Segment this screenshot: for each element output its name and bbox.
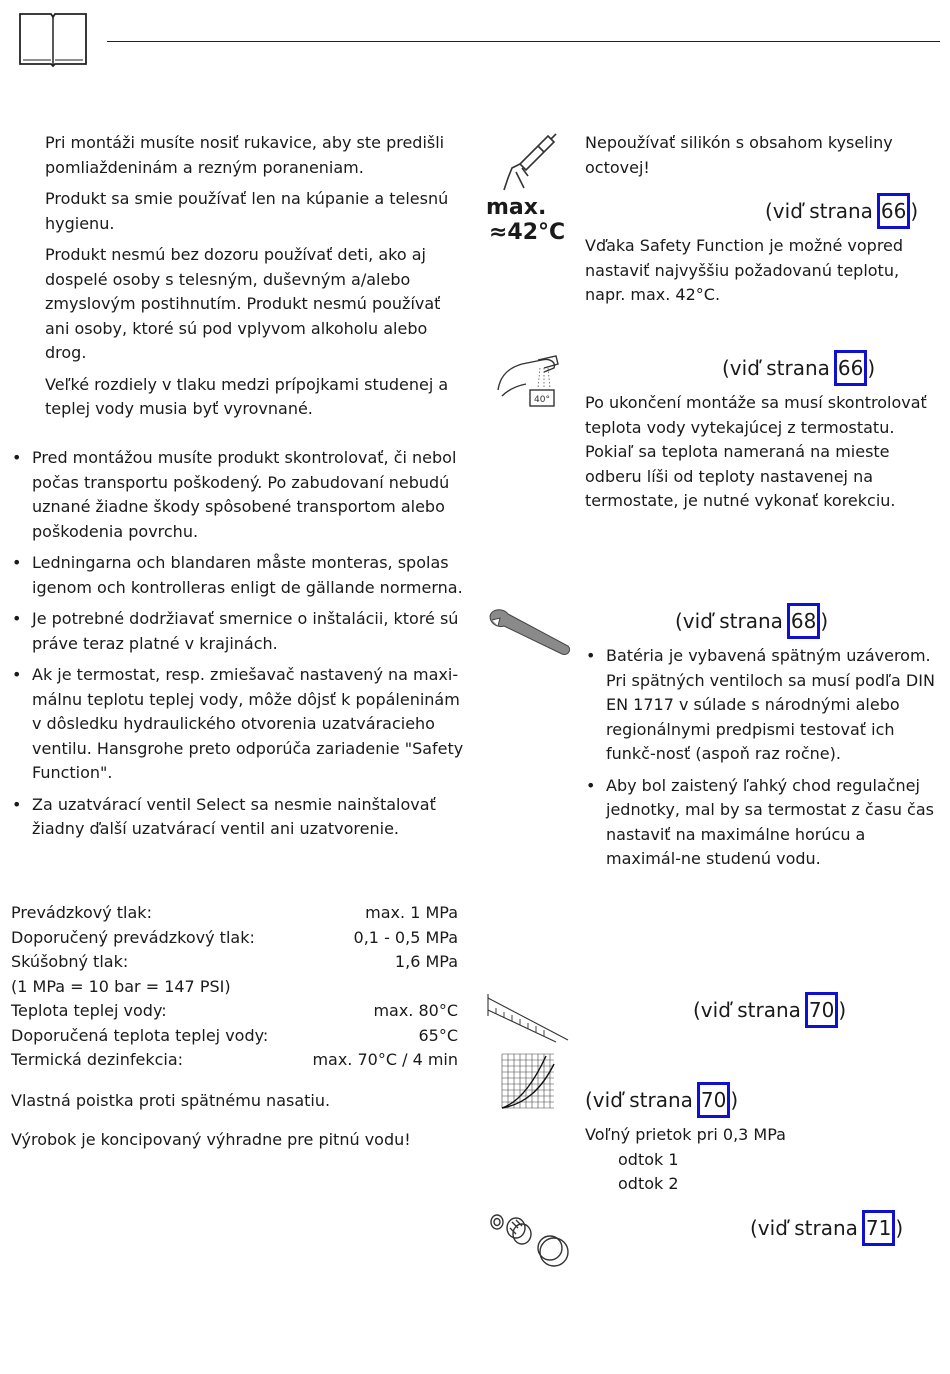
see-page-ref: (viď strana 68 ) bbox=[675, 603, 828, 639]
temperature-check-text: Po ukončení montáže sa musí skontrolovať teplota vody vytekajúcej z termostatu. Pokiaľ sa teplota nameraná na mieste odberu líši od teploty nastavenej na termostate, je nutné vykonať korekciu. bbox=[585, 393, 927, 510]
see-page-ref: (viď strana 70 ) bbox=[693, 992, 846, 1028]
max-temperature-label bbox=[486, 195, 565, 245]
list-item: • Ak je termostat, resp. zmiešavač nastavený na maxi-málnu teplotu teplej vody, môže dôjsť k popáleninám v dôsledku hydraulického otvorenia uzatváracieho ventilu. Hansgrohe preto odporúča zariadenie "Safety Function". bbox=[10, 663, 465, 786]
page-link[interactable]: 66 bbox=[877, 193, 910, 229]
list-item: • Ledningarna och blandaren måste monteras, spolas igenom och kontrolleras enligt de gällande normerna. bbox=[10, 551, 465, 600]
page-link[interactable]: 66 bbox=[834, 350, 867, 386]
flow-diagram-icon bbox=[500, 1052, 556, 1110]
dimensions-ruler-icon bbox=[486, 992, 570, 1044]
installation-notes-list bbox=[10, 446, 465, 849]
note-gloves: Pri montáži musíte nosiť rukavice, aby ste predišli pomliaždeninám a rezným poraneniam. bbox=[45, 133, 445, 177]
safety-notes bbox=[45, 131, 460, 429]
list-item: • Pred montážou musíte produkt skontrolovať, či nebol počas transportu poškodený. Po zabudovaní nebudú uznané žiadne škody spôsobené transportom alebo poškodenia povrchu. bbox=[10, 446, 465, 544]
spec-value: max. 70°C / 4 min bbox=[312, 1050, 458, 1069]
spec-row bbox=[11, 950, 458, 975]
manual-book-icon bbox=[18, 10, 88, 68]
svg-text:40°: 40° bbox=[534, 395, 550, 405]
spec-row bbox=[11, 975, 458, 1000]
list-item: • Batéria je vybavená spätným uzáverom. Pri spätných ventiloch sa musí podľa DIN EN 1717 v súlade s národnými alebo regionálnymi predpismi testovať ich funkč-nosť (aspoň raz ročne). bbox=[586, 644, 938, 767]
max-label: max. bbox=[486, 195, 547, 220]
list-item: • Je potrebné dodržiavať smernice o inštalácii, ktoré sú práve teraz platné v krajinách. bbox=[10, 607, 465, 656]
silicone-warning: Nepoužívať silikón s obsahom kyseliny octovej! bbox=[585, 133, 893, 177]
safety-function-text: Vďaka Safety Function je možné vopred nastaviť najvyššiu požadovanú teplotu, napr. max. 42°C. bbox=[585, 236, 904, 304]
spec-label: Termická dezinfekcia: bbox=[11, 1050, 184, 1069]
see-page-ref: (viď strana 71 ) bbox=[750, 1210, 903, 1246]
page-link[interactable]: 71 bbox=[862, 1210, 895, 1246]
spec-value: max. 80°C bbox=[373, 1001, 458, 1020]
header-rule bbox=[107, 41, 940, 42]
spec-row bbox=[11, 1024, 458, 1049]
see-page-ref: (viď strana 66 ) bbox=[722, 350, 875, 386]
spare-parts-icon bbox=[488, 1210, 572, 1268]
technical-data-table bbox=[11, 901, 458, 1073]
page-link[interactable]: 70 bbox=[697, 1082, 730, 1118]
spec-label: Prevádzkový tlak: bbox=[11, 903, 152, 922]
spec-value: 65°C bbox=[418, 1025, 458, 1045]
note-children: Produkt nesmú bez dozoru používať deti, ako aj dospelé osoby s telesným, duševným a/alebo zmyslovým postihnutím. Produkt nesmú používať ani osoby, ktoré sú pod vplyvom alkoholu alebo drog. bbox=[45, 245, 441, 362]
spec-value: max. 1 MPa bbox=[365, 903, 458, 922]
flow-outlet-1: odtok 1 bbox=[618, 1149, 679, 1169]
drinking-water-note: Výrobok je koncipovaný výhradne pre pitnú vodu! bbox=[11, 1130, 411, 1149]
spec-label: Doporučená teplota teplej vody: bbox=[11, 1025, 269, 1045]
spec-label: Doporučený prevádzkový tlak: bbox=[11, 927, 255, 947]
flow-outlet-2: odtok 2 bbox=[618, 1174, 679, 1193]
flow-rate-block bbox=[585, 1123, 940, 1197]
spec-label: Skúšobný tlak: bbox=[11, 952, 129, 971]
spec-row bbox=[11, 926, 458, 951]
list-item: • Aby bol zaistený ľahký chod regulačnej jednotky, mal by sa termostat z času čas nastaviť na maximálne horúcu a maximál-ne studenú vodu. bbox=[586, 774, 938, 872]
page-link[interactable]: 70 bbox=[805, 992, 838, 1028]
thermometer-check-icon bbox=[494, 350, 562, 410]
silicone-gun-icon bbox=[498, 132, 560, 194]
spec-value: 0,1 - 0,5 MPa bbox=[353, 927, 458, 947]
backflow-note: Vlastná poistka proti spätnému nasatiu. bbox=[11, 1091, 331, 1110]
spec-row bbox=[11, 901, 458, 926]
spec-row bbox=[11, 999, 458, 1024]
spec-value: 1,6 MPa bbox=[394, 952, 458, 971]
see-page-ref: (viď strana 66 ) bbox=[765, 193, 918, 229]
list-item: • Za uzatvárací ventil Select sa nesmie nainštalovať žiadny ďalší uzatvárací ventil ani uzatvorenie. bbox=[10, 793, 465, 842]
maintenance-list bbox=[586, 644, 938, 879]
page-link[interactable]: 68 bbox=[787, 603, 820, 639]
note-pressure: Veľké rozdiely v tlaku medzi prípojkami studenej a teplej vody musia byť vyrovnané. bbox=[45, 374, 449, 418]
temp-label: ≈42°C bbox=[489, 220, 566, 245]
spec-label: (1 MPa = 10 bar = 147 PSI) bbox=[11, 976, 231, 996]
spec-row bbox=[11, 1048, 458, 1073]
flow-title: Voľný prietok pri 0,3 MPa bbox=[585, 1125, 786, 1144]
note-usage: Produkt sa smie používať len na kúpanie a telesnú hygienu. bbox=[45, 189, 449, 233]
wrench-icon bbox=[486, 606, 572, 658]
see-page-ref: (viď strana 70 ) bbox=[585, 1082, 738, 1118]
spec-label: Teplota teplej vody: bbox=[11, 1001, 167, 1020]
